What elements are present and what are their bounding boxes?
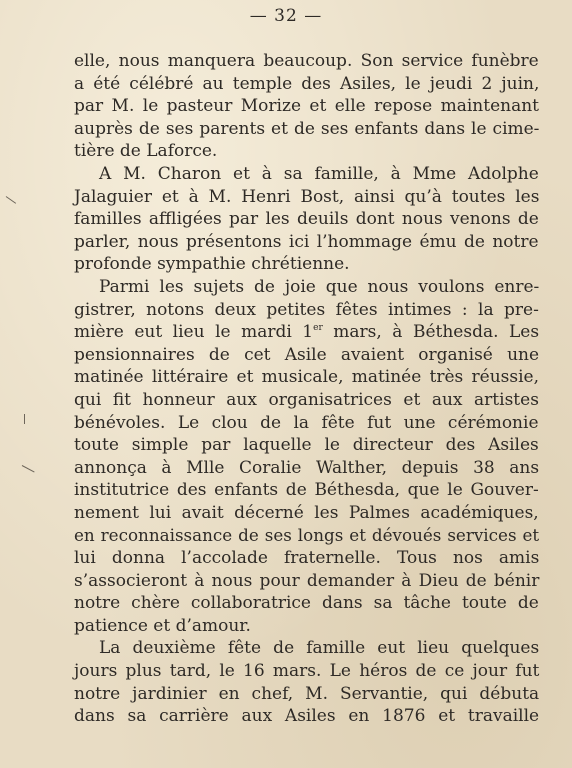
text-line-content: a été célébré au temple des Asiles, le jeudi 2 juin,: [74, 73, 540, 94]
text-line: [74, 660, 539, 683]
text-line: [74, 502, 539, 525]
text-line: [74, 95, 539, 118]
margin-mark: [24, 414, 25, 424]
text-line-continuation: mars, à Béthesda. Les: [322, 322, 540, 343]
text-line: [74, 163, 539, 186]
margin-mark: [22, 465, 35, 472]
text-line-content: jours plus tard, le 16 mars. Le héros de ce jour fut: [74, 661, 540, 682]
text-line-content: tière de Laforce.: [74, 141, 218, 162]
text-line: [74, 683, 539, 706]
text-line: [74, 140, 539, 163]
text-line: [74, 524, 539, 547]
text-line: [74, 208, 539, 231]
text-line-content: parler, nous présentons ici l’hommage ému de notre: [74, 231, 539, 252]
text-line-content: institutrice des enfants de Béthesda, que le Gouver-: [74, 480, 539, 501]
text-line: [74, 299, 539, 322]
text-line-content: toute simple par laquelle le directeur des Asiles: [74, 435, 539, 456]
text-line-content: elle, nous manquera beaucoup. Son service funèbre: [74, 51, 539, 71]
text-line: [74, 366, 539, 389]
text-line: [74, 186, 539, 209]
text-line: [74, 118, 539, 141]
text-line: [74, 389, 539, 412]
text-line-content: dans sa carrière aux Asiles en 1876 et travaille: [74, 706, 540, 727]
text-line: [74, 73, 539, 96]
text-line: [74, 50, 539, 73]
text-line-content: notre chère collaboratrice dans sa tâche toute de: [74, 593, 539, 614]
text-line-content: familles affligées par les deuils dont nous venons de: [74, 209, 539, 230]
text-line: [74, 231, 539, 254]
text-line: [74, 592, 539, 615]
text-line-content: pensionnaires de cet Asile avaient organisé une: [74, 344, 540, 365]
text-line-content: bénévoles. Le clou de la fête fut une cérémonie: [74, 412, 539, 433]
text-line: [74, 615, 539, 638]
text-line-content: matinée littéraire et musicale, matinée très réussie,: [74, 367, 540, 388]
text-line: [74, 412, 539, 435]
text-line-content: qui fit honneur aux organisatrices et aux artistes: [74, 389, 539, 410]
text-line: [74, 434, 539, 457]
text-line-content: notre jardinier en chef, M. Servantie, qui débuta: [74, 683, 540, 704]
page-number: — 32 —: [249, 6, 323, 26]
superscript: er: [313, 323, 323, 334]
text-line: [74, 276, 539, 299]
text-line: [74, 705, 539, 728]
text-line: [74, 253, 539, 276]
text-line: [74, 344, 539, 367]
text-line-content: gistrer, notons deux petites fêtes intimes : la pre-: [74, 299, 539, 320]
text-line-content: Jalaguier et à M. Henri Bost, ainsi qu’à toutes les: [74, 186, 540, 207]
text-line-content: annonça à Mlle Coralie Walther, depuis 38 ans: [74, 457, 540, 478]
text-line-content: en reconnaissance de ses longs et dévoués services et: [74, 525, 540, 546]
text-line: [74, 547, 539, 570]
text-line-content: profonde sympathie chrétienne.: [74, 254, 350, 275]
text-line-content: patience et d’amour.: [74, 615, 251, 636]
text-line: [74, 570, 539, 593]
text-line: [74, 321, 539, 344]
text-line-content: La deuxième fête de famille eut lieu quelques: [99, 638, 540, 659]
text-line-content: s’associeront à nous pour demander à Dieu de bénir: [74, 570, 540, 591]
text-line-content: mière eut lieu le mardi 1: [74, 322, 314, 343]
text-line-content: A M. Charon et à sa famille, à Mme Adolphe: [99, 163, 539, 184]
body-text: [74, 50, 539, 728]
text-line-content: lui donna l’accolade fraternelle. Tous nos amis: [74, 548, 540, 569]
text-line: [74, 637, 539, 660]
text-line-content: nement lui avait décerné les Palmes académiques,: [74, 502, 539, 523]
text-line-content: par M. le pasteur Morize et elle repose maintenant: [74, 96, 539, 117]
text-line: [74, 457, 539, 480]
margin-mark: [6, 196, 16, 204]
text-line-content: Parmi les sujets de joie que nous voulons enre-: [99, 276, 540, 297]
text-line: [74, 479, 539, 502]
text-line-content: auprès de ses parents et de ses enfants dans le cime-: [74, 118, 540, 139]
